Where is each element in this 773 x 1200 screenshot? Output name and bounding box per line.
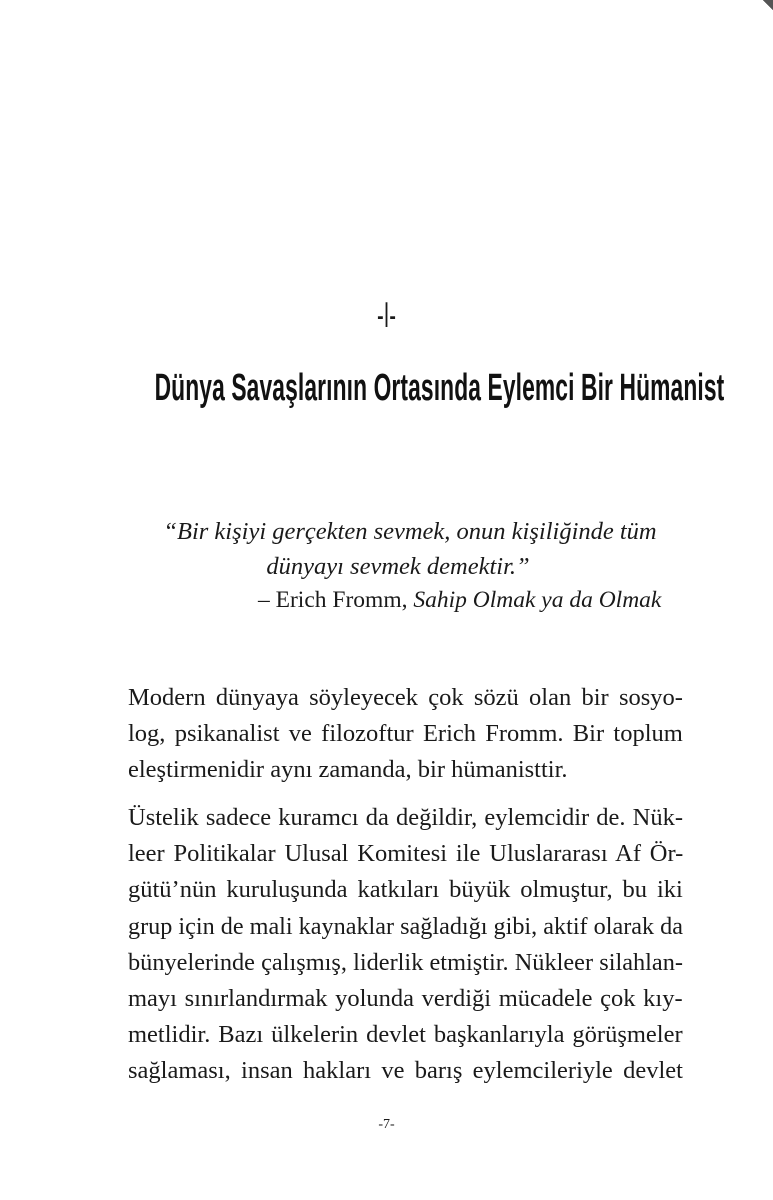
- paragraph-line: mayı sınırlandırmak yolunda verdiği mücadele çok kıy-: [128, 985, 683, 1013]
- scan-corner-artifact: [763, 0, 773, 10]
- paragraph-line: Üstelik sadece kuramcı da değildir, eylemcidir de. Nük-: [128, 804, 684, 831]
- paragraph-line: log, psikanalist ve filozoftur Erich Fromm. Bir toplum: [128, 720, 683, 748]
- epigraph-line-2: dünyayı sevmek demektir.”: [266, 553, 530, 580]
- attribution-book-title: Sahip Olmak ya da Olmak: [413, 587, 662, 613]
- paragraph-line: eleştirmenidir aynı zamanda, bir hümanisttir.: [128, 756, 568, 784]
- paragraph-1: [128, 680, 683, 789]
- paragraph-line: Modern dünyaya söyleyecek çok sözü olan bir sosyo-: [128, 684, 683, 711]
- epigraph-attribution: [258, 584, 661, 616]
- chapter-title: Dünya Savaşlarının Ortasında Eylemci Bir Hümanist: [154, 367, 725, 409]
- paragraph-line: sağlaması, insan hakları ve barış eylemcileriyle devlet: [128, 1057, 683, 1085]
- page-number: -7-: [378, 1117, 395, 1132]
- chapter-number-mark: -I-: [376, 296, 397, 336]
- paragraph-2: [128, 800, 683, 1090]
- paragraph-line: leer Politikalar Ulusal Komitesi ile Uluslararası Af Ör-: [128, 840, 684, 868]
- paragraph-line: grup için de mali kaynaklar sağladığı gibi, aktif olarak da: [128, 912, 683, 940]
- paragraph-line: bünyelerinde çalışmış, liderlik etmiştir. Nükleer silahlan-: [128, 948, 683, 976]
- epigraph-quote: [150, 514, 670, 584]
- attribution-author: – Erich Fromm,: [258, 587, 408, 613]
- paragraph-line: gütü’nün kuruluşunda katkıları büyük olmuştur, bu iki: [128, 876, 683, 904]
- paragraph-line: metlidir. Bazı ülkelerin devlet başkanlarıyla görüşmeler: [128, 1021, 683, 1049]
- epigraph-line-1: “Bir kişiyi gerçekten sevmek, onun kişiliğinde tüm: [163, 518, 657, 545]
